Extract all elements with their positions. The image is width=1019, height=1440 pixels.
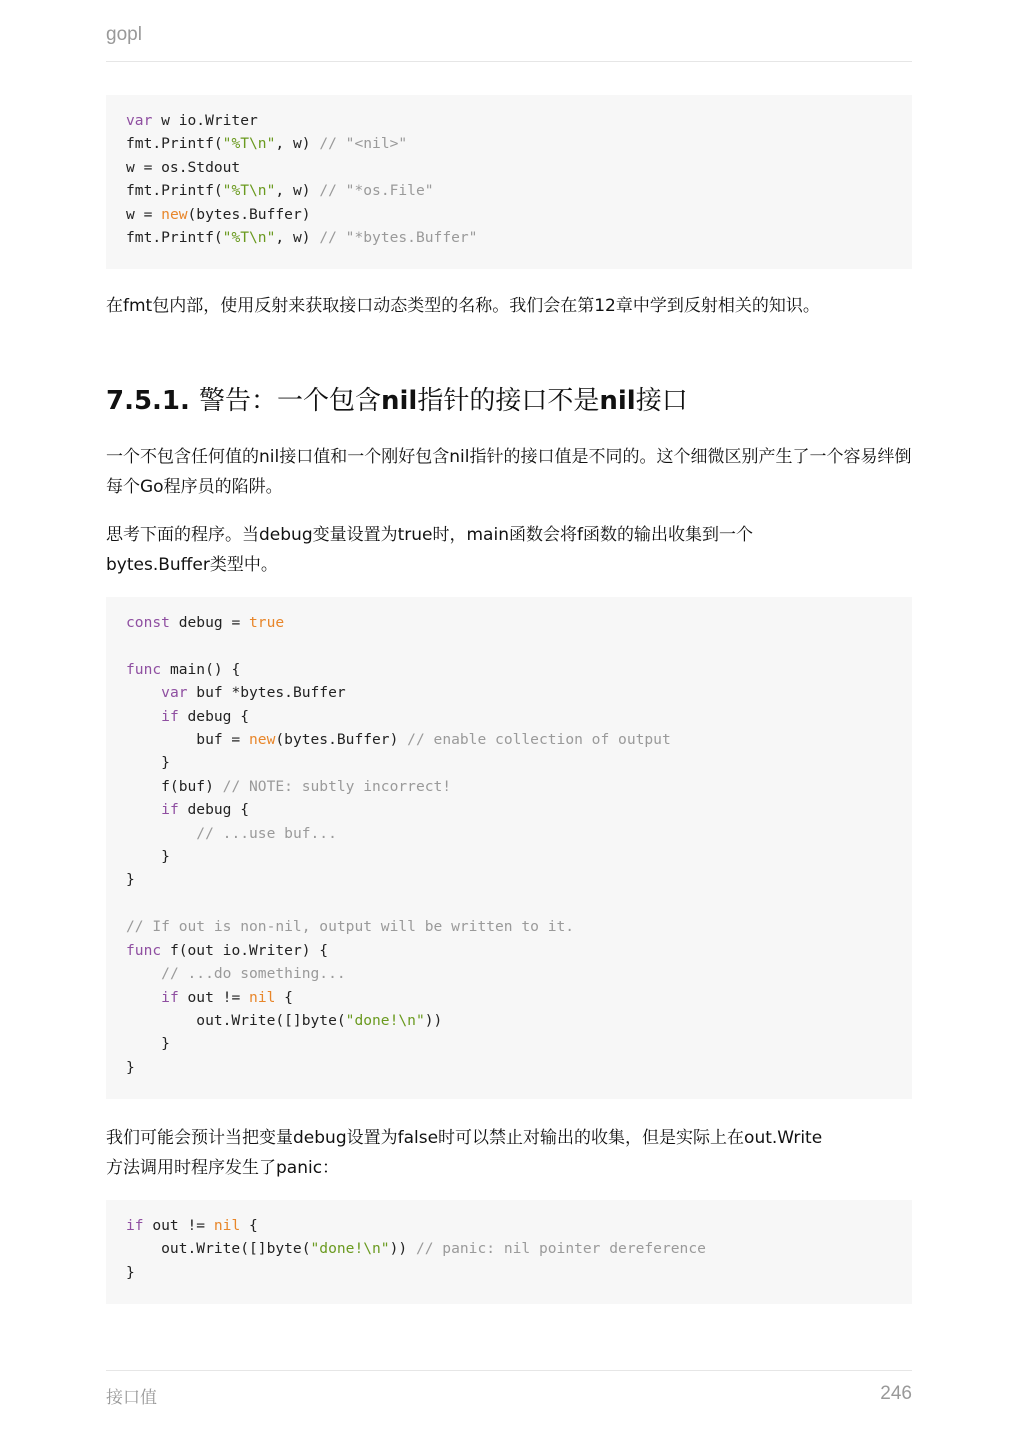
code-comment: // "*os.File" [319, 182, 434, 200]
paragraph-panic-explanation [106, 1123, 912, 1183]
code-comment: // If out is non-nil, output will be written to it. [126, 918, 575, 936]
code-keyword: if [161, 801, 179, 819]
code-literal: true [249, 614, 285, 631]
code-text: f(buf) [126, 777, 223, 795]
code-text: debug { [178, 707, 250, 725]
book-title: gopl [106, 24, 142, 45]
code-comment: // enable collection of output [407, 731, 671, 749]
code-literal: nil [249, 988, 276, 1006]
code-keyword: func [126, 941, 162, 959]
section-title-part: 警告：一个包含 [198, 386, 381, 416]
code-text: { [275, 988, 293, 1006]
code-string: "done!\n" [345, 1011, 425, 1029]
paragraph-program-intro [106, 520, 912, 580]
code-string: "%T\n" [222, 135, 276, 153]
code-text: , w) [275, 182, 320, 200]
code-text: f(out io.Writer) { [161, 941, 329, 959]
section-heading [106, 381, 912, 421]
code-content [126, 611, 892, 1079]
code-keyword: if [126, 1217, 144, 1234]
code-text: buf = [126, 731, 250, 749]
code-text: buf *bytes.Buffer [187, 684, 346, 702]
code-text: w io.Writer [152, 112, 258, 129]
code-content [126, 1214, 892, 1284]
code-block-panic [106, 1200, 912, 1304]
section-title-part: nil [380, 386, 418, 416]
code-keyword: var [126, 112, 153, 129]
code-text: fmt.Printf( [126, 135, 223, 153]
code-text: out != [143, 1217, 214, 1234]
section-title-part: 指针的接口不是 [417, 386, 600, 416]
code-literal: nil [213, 1217, 241, 1234]
code-text [126, 708, 161, 725]
code-text: w = [126, 205, 162, 223]
code-text [126, 801, 161, 818]
code-literal: new [249, 731, 276, 749]
code-text: )) [424, 1011, 443, 1029]
code-text: fmt.Printf( [126, 182, 223, 200]
code-text: { [240, 1217, 258, 1234]
section-title-part: 接口 [635, 386, 688, 416]
code-text: } [126, 754, 170, 772]
code-literal: new [161, 205, 188, 223]
code-text: } [126, 1058, 135, 1076]
paragraph-nil-interface: 一个不包含任何值的nil接口值和一个刚好包含nil指针的接口值是不同的。这个细微区别产生了一个容易绊倒每个Go程序员的陷阱。 [106, 447, 912, 497]
code-comment: // "*bytes.Buffer" [319, 229, 478, 247]
code-text: } [126, 1035, 170, 1053]
code-text: out.Write([]byte( [126, 1240, 311, 1258]
code-text: main() { [161, 660, 241, 678]
page-header [106, 24, 912, 62]
code-text: debug = [169, 614, 250, 631]
code-text: } [126, 848, 170, 866]
code-text: )) [389, 1240, 416, 1258]
code-keyword: if [161, 707, 179, 725]
code-comment: // NOTE: subtly incorrect! [222, 777, 452, 795]
code-comment: // ...do something... [161, 965, 346, 983]
section-title-part: nil [599, 386, 636, 416]
code-keyword: if [161, 988, 179, 1006]
code-comment: // panic: nil pointer dereference [415, 1240, 706, 1258]
code-text: w = os.Stdout [126, 158, 241, 176]
code-text [126, 965, 161, 982]
page-number: 246 [880, 1383, 912, 1404]
code-block-typeof [106, 95, 912, 269]
paragraph-line: bytes.Buffer类型中。 [106, 555, 278, 575]
code-text: (bytes.Buffer) [187, 205, 311, 223]
code-string: "%T\n" [222, 182, 276, 200]
paragraph-line: 我们可能会预计当把变量debug设置为false时可以禁止对输出的收集，但是实际上在out.Write [106, 1128, 823, 1148]
code-string: "%T\n" [222, 229, 276, 247]
code-text: out != [178, 988, 250, 1006]
code-text: debug { [178, 801, 250, 819]
code-text: fmt.Printf( [126, 229, 223, 247]
code-text: } [126, 871, 135, 889]
code-string: "done!\n" [310, 1240, 390, 1258]
code-block-debug-program [106, 597, 912, 1099]
code-text: , w) [275, 135, 320, 153]
section-number: 7.5.1. [106, 386, 190, 416]
code-text: (bytes.Buffer) [275, 731, 408, 749]
code-text [126, 684, 161, 701]
page-footer [106, 1370, 912, 1417]
code-keyword: func [126, 660, 162, 678]
paragraph-line: 思考下面的程序。当debug变量设置为true时，main函数会将f函数的输出收集到一个 [106, 525, 753, 545]
footer-section-name: 接口值 [106, 1388, 157, 1408]
code-keyword: const [126, 614, 170, 631]
code-keyword: var [161, 684, 188, 702]
code-text [126, 989, 161, 1006]
code-text: , w) [275, 229, 320, 247]
paragraph-line: 方法调用时程序发生了panic： [106, 1158, 340, 1178]
code-content [126, 109, 892, 249]
code-comment: // ...use buf... [196, 824, 337, 842]
paragraph-reflection-note: 在fmt包内部，使用反射来获取接口动态类型的名称。我们会在第12章中学到反射相关的知识。 [106, 296, 820, 316]
code-text: } [126, 1263, 135, 1281]
code-comment: // "<nil>" [319, 135, 408, 153]
code-text: out.Write([]byte( [126, 1011, 346, 1029]
code-text [126, 825, 196, 842]
